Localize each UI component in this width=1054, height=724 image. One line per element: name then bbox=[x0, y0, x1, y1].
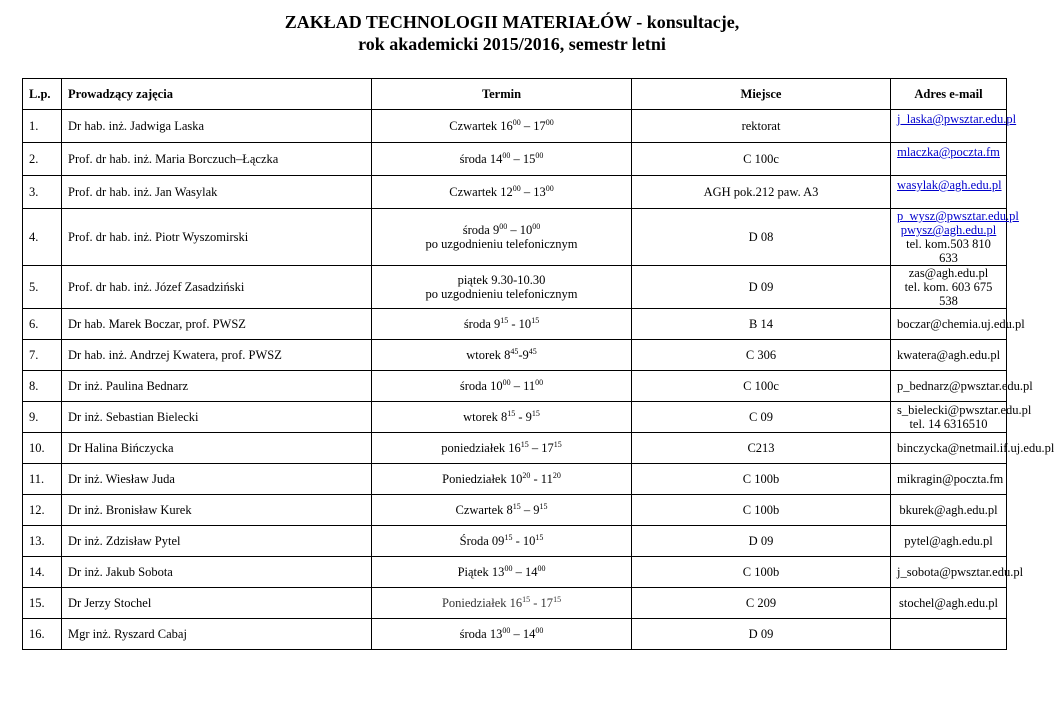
row-term: środa $13^{00} - 14^{00}$ bbox=[372, 619, 632, 650]
consultation-table bbox=[22, 78, 1054, 650]
row-lp: 12. bbox=[23, 495, 62, 526]
row-lp: 9. bbox=[23, 402, 62, 433]
phone-text: tel. kom. 603 675 538 bbox=[904, 280, 993, 308]
table-row bbox=[23, 619, 1007, 650]
term-note: po uzgodnieniu telefonicznym bbox=[425, 287, 578, 301]
table-row bbox=[23, 176, 1007, 209]
table-row bbox=[23, 110, 1007, 143]
email-link[interactable]: p_wysz@pwsztar.edu.pl bbox=[897, 209, 1019, 223]
row-email: p_bednarz@pwsztar.edu.pl bbox=[891, 371, 1007, 402]
email-text: s_bielecki@pwsztar.edu.pl bbox=[897, 403, 1032, 417]
term-note: po uzgodnieniu telefonicznym bbox=[425, 237, 578, 251]
row-email: j_sobota@pwsztar.edu.pl bbox=[891, 557, 1007, 588]
row-place: C 306 bbox=[632, 340, 891, 371]
header-place: Miejsce bbox=[632, 79, 891, 110]
table-row bbox=[23, 371, 1007, 402]
row-name: Dr Jerzy Stochel bbox=[62, 588, 372, 619]
row-term: Czwartek $16^{00} - 17^{00}$ bbox=[372, 110, 632, 143]
table-header-row bbox=[23, 79, 1007, 110]
row-name: Prof. dr hab. inż. Jan Wasylak bbox=[62, 176, 372, 209]
row-email: binczycka@netmail.if.uj.edu.pl bbox=[891, 433, 1007, 464]
row-lp: 6. bbox=[23, 309, 62, 340]
row-place: C213 bbox=[632, 433, 891, 464]
row-lp: 13. bbox=[23, 526, 62, 557]
row-lp: 5. bbox=[23, 266, 62, 309]
row-place: D 09 bbox=[632, 526, 891, 557]
row-name: Dr Halina Bińczycka bbox=[62, 433, 372, 464]
row-email: mikragin@poczta.fm bbox=[891, 464, 1007, 495]
row-lp: 8. bbox=[23, 371, 62, 402]
row-name: Prof. dr hab. inż. Piotr Wyszomirski bbox=[62, 209, 372, 266]
row-term: środa $10^{00} - 11^{00}$ bbox=[372, 371, 632, 402]
table-row bbox=[23, 588, 1007, 619]
row-lp: 4. bbox=[23, 209, 62, 266]
phone-text: tel. 14 6316510 bbox=[909, 417, 988, 431]
row-term: Poniedziałek $16^{15} - 17^{15}$ bbox=[372, 588, 632, 619]
row-place: C 100c bbox=[632, 371, 891, 402]
table-row bbox=[23, 402, 1007, 433]
row-term: środa $14^{00} - 15^{00}$ bbox=[372, 143, 632, 176]
row-place: C 100c bbox=[632, 143, 891, 176]
table-row bbox=[23, 209, 1007, 266]
row-name: Dr hab. Marek Boczar, prof. PWSZ bbox=[62, 309, 372, 340]
row-term: Czwartek $8^{15} - 9^{15}$ bbox=[372, 495, 632, 526]
row-name: Prof. dr hab. inż. Maria Borczuch–Łączka bbox=[62, 143, 372, 176]
row-email bbox=[891, 266, 1007, 309]
row-lp: 1. bbox=[23, 110, 62, 143]
row-term: Środa $09^{15} - 10^{15}$ bbox=[372, 526, 632, 557]
row-place: D 08 bbox=[632, 209, 891, 266]
row-lp: 2. bbox=[23, 143, 62, 176]
row-email bbox=[891, 209, 1019, 266]
row-email bbox=[891, 176, 1007, 209]
header-name: Prowadzący zajęcia bbox=[62, 79, 372, 110]
row-place: C 100b bbox=[632, 557, 891, 588]
row-term: wtorek $8^{45}-9^{45}$ bbox=[372, 340, 632, 371]
row-term: poniedziałek $16^{15} - 17^{15}$ bbox=[372, 433, 632, 464]
row-name: Dr hab. inż. Jadwiga Laska bbox=[62, 110, 372, 143]
page-title-line1: ZAKŁAD TECHNOLOGII MATERIAŁÓW - konsultacje, bbox=[284, 12, 740, 32]
email-link[interactable]: j_laska@pwsztar.edu.pl bbox=[897, 112, 1017, 126]
table-row bbox=[23, 464, 1007, 495]
phone-text: tel. kom.503 810 633 bbox=[906, 237, 991, 265]
row-email bbox=[891, 110, 1017, 143]
row-place: D 09 bbox=[632, 266, 891, 309]
row-name: Dr inż. Sebastian Bielecki bbox=[62, 402, 372, 433]
row-place: C 100b bbox=[632, 464, 891, 495]
row-name: Dr inż. Bronisław Kurek bbox=[62, 495, 372, 526]
row-name: Dr inż. Zdzisław Pytel bbox=[62, 526, 372, 557]
row-name: Dr inż. Wiesław Juda bbox=[62, 464, 372, 495]
row-name: Mgr inż. Ryszard Cabaj bbox=[62, 619, 372, 650]
page-title-line2: rok akademicki 2015/2016, semestr letni bbox=[358, 34, 666, 54]
table-row bbox=[23, 433, 1007, 464]
table-row bbox=[23, 309, 1007, 340]
row-name: Dr hab. inż. Andrzej Kwatera, prof. PWSZ bbox=[62, 340, 372, 371]
table-row bbox=[23, 495, 1007, 526]
row-term: środa $9^{15} - 10^{15}$ bbox=[372, 309, 632, 340]
row-term: Poniedziałek $10^{20} - 11^{20}$ bbox=[372, 464, 632, 495]
row-lp: 3. bbox=[23, 176, 62, 209]
row-email: pytel@agh.edu.pl bbox=[891, 526, 1007, 557]
row-name: Prof. dr hab. inż. Józef Zasadziński bbox=[62, 266, 372, 309]
email-link[interactable]: pwysz@agh.edu.pl bbox=[900, 223, 997, 237]
email-link[interactable]: wasylak@agh.edu.pl bbox=[897, 178, 1002, 192]
header-lp: L.p. bbox=[23, 79, 62, 110]
email-link[interactable]: mlaczka@poczta.fm bbox=[897, 145, 1000, 159]
row-lp: 7. bbox=[23, 340, 62, 371]
row-place: C 100b bbox=[632, 495, 891, 526]
row-place: C 209 bbox=[632, 588, 891, 619]
row-lp: 16. bbox=[23, 619, 62, 650]
row-lp: 14. bbox=[23, 557, 62, 588]
table-row bbox=[23, 557, 1007, 588]
row-place: D 09 bbox=[632, 619, 891, 650]
row-term: Piątek $13^{00} - 14^{00}$ bbox=[372, 557, 632, 588]
row-term: środa $9^{00} - 10^{00}$ po uzgodnieniu telefonicznym bbox=[372, 209, 632, 266]
row-place: AGH pok.212 paw. A3 bbox=[632, 176, 891, 209]
row-email: kwatera@agh.edu.pl bbox=[891, 340, 1007, 371]
table-row bbox=[23, 266, 1007, 309]
row-email: bkurek@agh.edu.pl bbox=[891, 495, 1007, 526]
row-email bbox=[891, 402, 1032, 433]
table-row bbox=[23, 340, 1007, 371]
row-term: Czwartek $12^{00} - 13^{00}$ bbox=[372, 176, 632, 209]
row-email: boczar@chemia.uj.edu.pl bbox=[891, 309, 1007, 340]
row-email: stochel@agh.edu.pl bbox=[891, 588, 1007, 619]
row-term: piątek 9.30-10.30 po uzgodnieniu telefonicznym bbox=[372, 266, 632, 309]
row-place: B 14 bbox=[632, 309, 891, 340]
table-row bbox=[23, 143, 1007, 176]
row-lp: 10. bbox=[23, 433, 62, 464]
row-email bbox=[891, 619, 1007, 650]
row-lp: 11. bbox=[23, 464, 62, 495]
email-text: zas@agh.edu.pl bbox=[908, 266, 989, 280]
row-place: C 09 bbox=[632, 402, 891, 433]
header-email: Adres e-mail bbox=[891, 79, 1007, 110]
table-row bbox=[23, 526, 1007, 557]
row-name: Dr inż. Paulina Bednarz bbox=[62, 371, 372, 402]
row-email bbox=[891, 143, 1007, 176]
row-term: wtorek $8^{15} - 9^{15}$ bbox=[372, 402, 632, 433]
header-term: Termin bbox=[372, 79, 632, 110]
row-name: Dr inż. Jakub Sobota bbox=[62, 557, 372, 588]
row-place: rektorat bbox=[632, 110, 891, 143]
row-lp: 15. bbox=[23, 588, 62, 619]
